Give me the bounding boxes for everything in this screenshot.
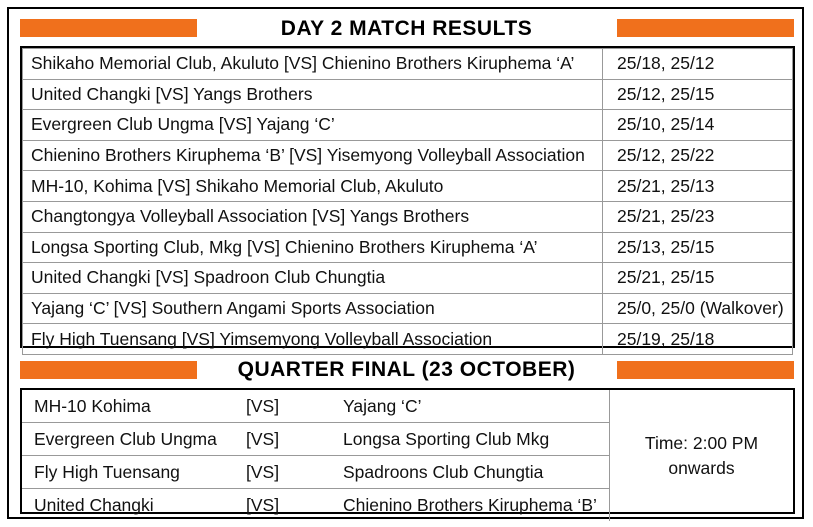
match-cell: Fly High Tuensang [VS] Yimsemyong Volleyball Association xyxy=(23,324,603,355)
table-row xyxy=(23,232,793,263)
match-time: Time: 2:00 PM xyxy=(644,432,759,453)
score-cell: 25/12, 25/22 xyxy=(603,140,793,171)
table-row xyxy=(23,171,793,202)
vs-cell: [VS] xyxy=(245,456,342,489)
table-row xyxy=(23,263,793,294)
table-row xyxy=(23,79,793,110)
table-row xyxy=(23,110,793,141)
team2-cell: Longsa Sporting Club Mkg xyxy=(342,423,610,456)
vs-cell: [VS] xyxy=(245,423,342,456)
day2-results-table xyxy=(20,46,795,348)
match-cell: Yajang ‘C’ [VS] Southern Angami Sports Association xyxy=(23,293,603,324)
table-row xyxy=(23,201,793,232)
table-row xyxy=(22,390,793,423)
vs-cell: [VS] xyxy=(245,489,342,522)
match-cell: Longsa Sporting Club, Mkg [VS] Chienino Brothers Kiruphema ‘A’ xyxy=(23,232,603,263)
orange-bar-left xyxy=(20,19,197,37)
team1-cell: Evergreen Club Ungma xyxy=(22,423,245,456)
score-cell: 25/10, 25/14 xyxy=(603,110,793,141)
table-row xyxy=(23,49,793,80)
table-row xyxy=(23,140,793,171)
team2-cell: Spadroons Club Chungtia xyxy=(342,456,610,489)
score-cell: 25/13, 25/15 xyxy=(603,232,793,263)
score-cell: 25/21, 25/15 xyxy=(603,263,793,294)
vs-cell: [VS] xyxy=(246,395,280,416)
score-cell: 25/12, 25/15 xyxy=(603,79,793,110)
quarter-final-table xyxy=(20,388,795,514)
orange-bar-left xyxy=(20,361,197,379)
match-cell: United Changki [VS] Yangs Brothers xyxy=(23,79,603,110)
orange-bar-right xyxy=(617,19,794,37)
team1-cell: Fly High Tuensang xyxy=(22,456,245,489)
match-cell: Chienino Brothers Kiruphema ‘B’ [VS] Yisemyong Volleyball Association xyxy=(23,140,603,171)
match-cell: United Changki [VS] Spadroon Club Chungtia xyxy=(23,263,603,294)
match-cell: MH-10, Kohima [VS] Shikaho Memorial Club, Akuluto xyxy=(23,171,603,202)
orange-bar-right xyxy=(617,361,794,379)
team2-cell: Yajang ‘C’ xyxy=(342,390,610,423)
match-cell: Shikaho Memorial Club, Akuluto [VS] Chienino Brothers Kiruphema ‘A’ xyxy=(23,49,603,80)
quarter-final-title: QUARTER FINAL (23 OCTOBER) xyxy=(237,358,576,381)
score-cell: 25/0, 25/0 (Walkover) xyxy=(603,293,793,324)
match-time-cell xyxy=(610,390,794,521)
table-row xyxy=(23,293,793,324)
team1-cell: United Changki xyxy=(22,489,245,522)
score-cell: 25/18, 25/12 xyxy=(603,49,793,80)
match-cell: Evergreen Club Ungma [VS] Yajang ‘C’ xyxy=(23,110,603,141)
team2-cell: Chienino Brothers Kiruphema ‘B’ xyxy=(342,489,610,522)
score-cell: 25/19, 25/18 xyxy=(603,324,793,355)
match-cell: Changtongya Volleyball Association [VS] Yangs Brothers xyxy=(23,201,603,232)
score-cell: 25/21, 25/13 xyxy=(603,171,793,202)
match-time-note: onwards xyxy=(668,457,735,478)
day2-title: DAY 2 MATCH RESULTS xyxy=(280,17,533,40)
team1-cell: MH-10 Kohima xyxy=(34,395,151,416)
score-cell: 25/21, 25/23 xyxy=(603,201,793,232)
table-row xyxy=(23,324,793,355)
